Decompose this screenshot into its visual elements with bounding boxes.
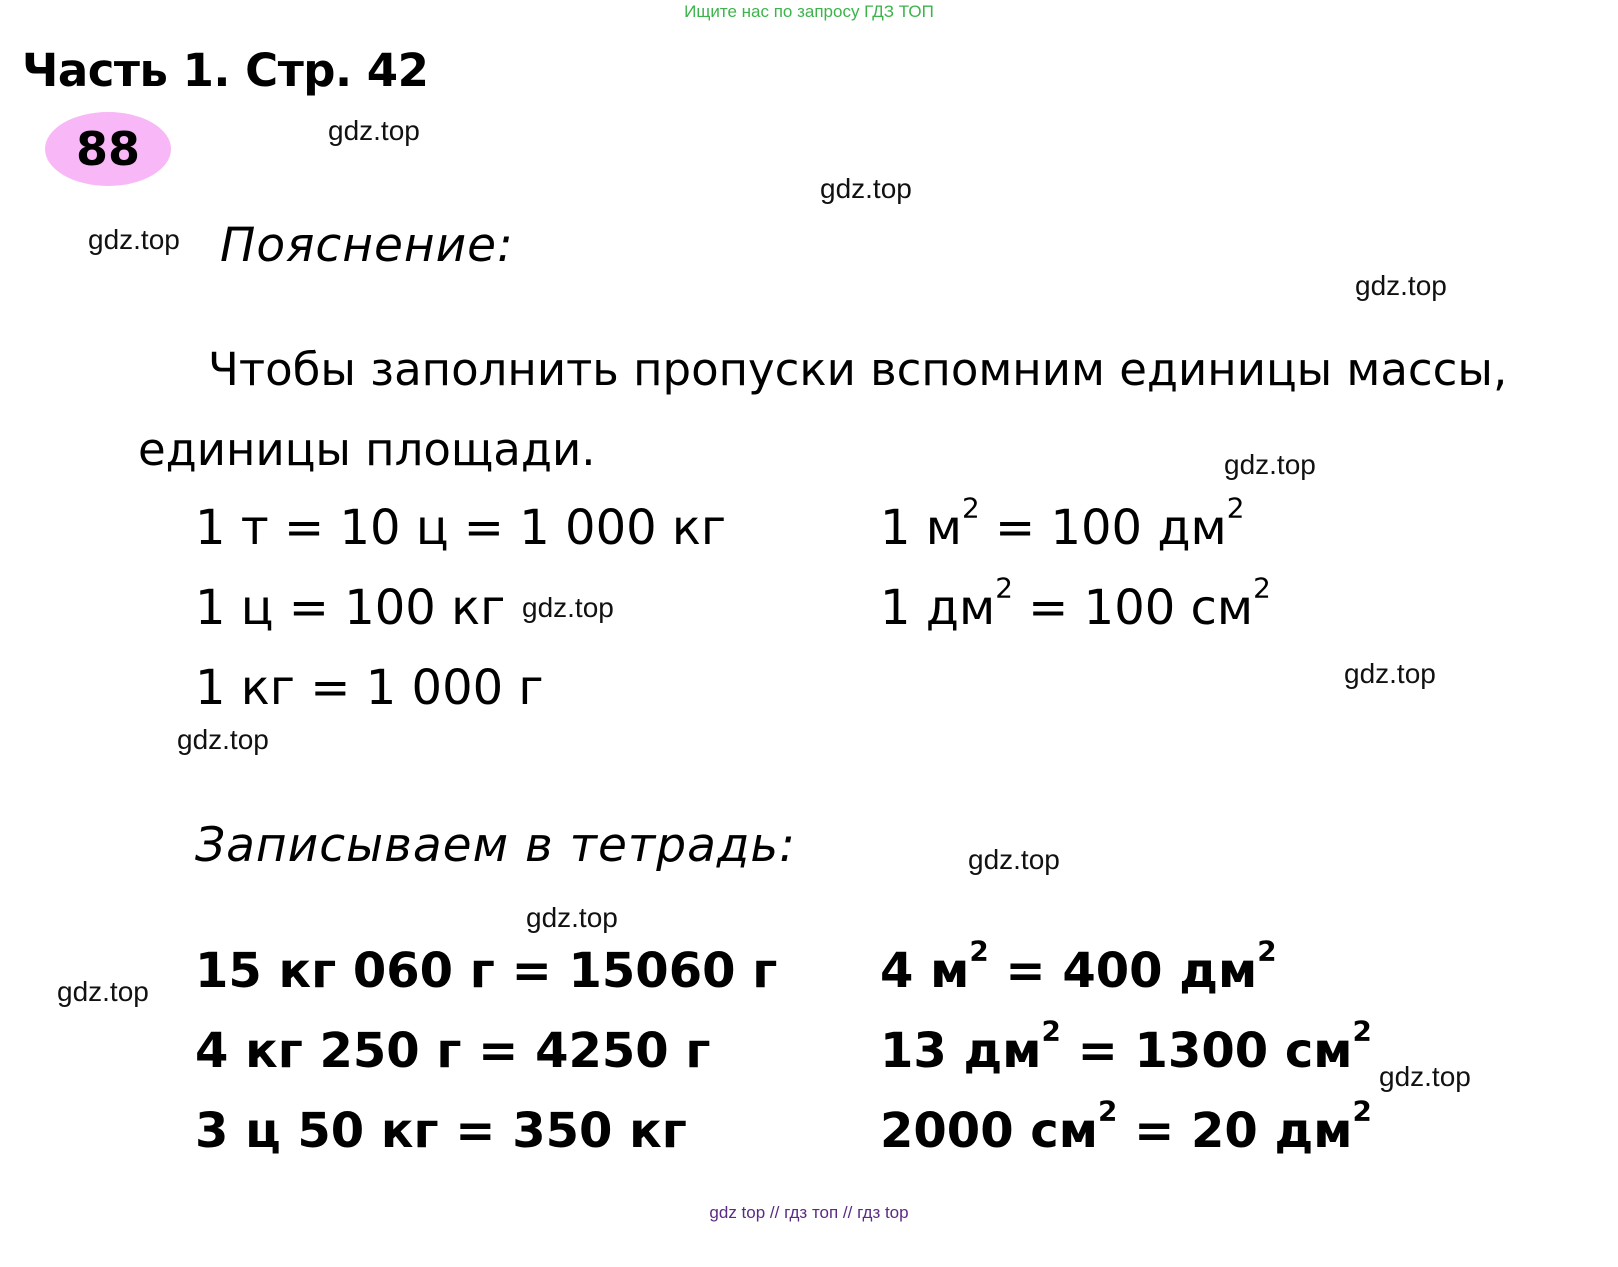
area-answer: 2000 $см^2 = 20$ $дм^2$: [880, 1094, 1372, 1159]
area-unit-equation: 1 $дм^2 = 100$ $см^2$: [880, 571, 1271, 636]
watermark: gdz.top: [328, 115, 420, 146]
watermark: gdz.top: [1344, 658, 1436, 689]
top-banner: Ищите нас по запросу ГДЗ ТОП: [684, 2, 934, 21]
watermark: gdz.top: [177, 724, 269, 755]
watermark: gdz.top: [522, 592, 614, 623]
watermark: gdz.top: [57, 976, 149, 1007]
mass-answer: 15 кг 060 г = 15060 г: [195, 943, 778, 999]
task-number-badge: 88: [45, 112, 171, 186]
page-title: Часть 1. Стр. 42: [22, 44, 429, 97]
mass-unit-equation: 1 ц = 100 кг: [195, 580, 506, 636]
notebook-heading: Записываем в тетрадь:: [195, 818, 796, 873]
watermark: gdz.top: [968, 844, 1060, 875]
explanation-line: Чтобы заполнить пропуски вспомним единицы массы,: [208, 343, 1508, 396]
mass-unit-equation: 1 кг = 1 000 г: [195, 660, 544, 716]
area-answer: 4 $м^2 = 400$ $дм^2$: [880, 934, 1277, 999]
watermark: gdz.top: [526, 902, 618, 933]
mass-unit-equation: 1 т = 10 ц = 1 000 кг: [195, 500, 727, 556]
area-answer: 13 $дм^2 = 1300$ $см^2$: [880, 1014, 1372, 1079]
watermark: gdz.top: [820, 173, 912, 204]
explanation-heading: Пояснение:: [220, 218, 514, 273]
explanation-line: единицы площади.: [138, 423, 596, 476]
watermark: gdz.top: [1224, 449, 1316, 480]
watermark: gdz.top: [1355, 270, 1447, 301]
mass-answer: 3 ц 50 кг = 350 кг: [195, 1103, 687, 1159]
area-unit-equation: 1 $м^2 = 100$ $дм^2$: [880, 491, 1245, 556]
watermark: gdz.top: [88, 224, 180, 255]
watermark: gdz.top: [1379, 1061, 1471, 1092]
footer-links[interactable]: gdz top // гдз топ // гдз top: [709, 1203, 909, 1222]
mass-answer: 4 кг 250 г = 4250 г: [195, 1023, 711, 1079]
